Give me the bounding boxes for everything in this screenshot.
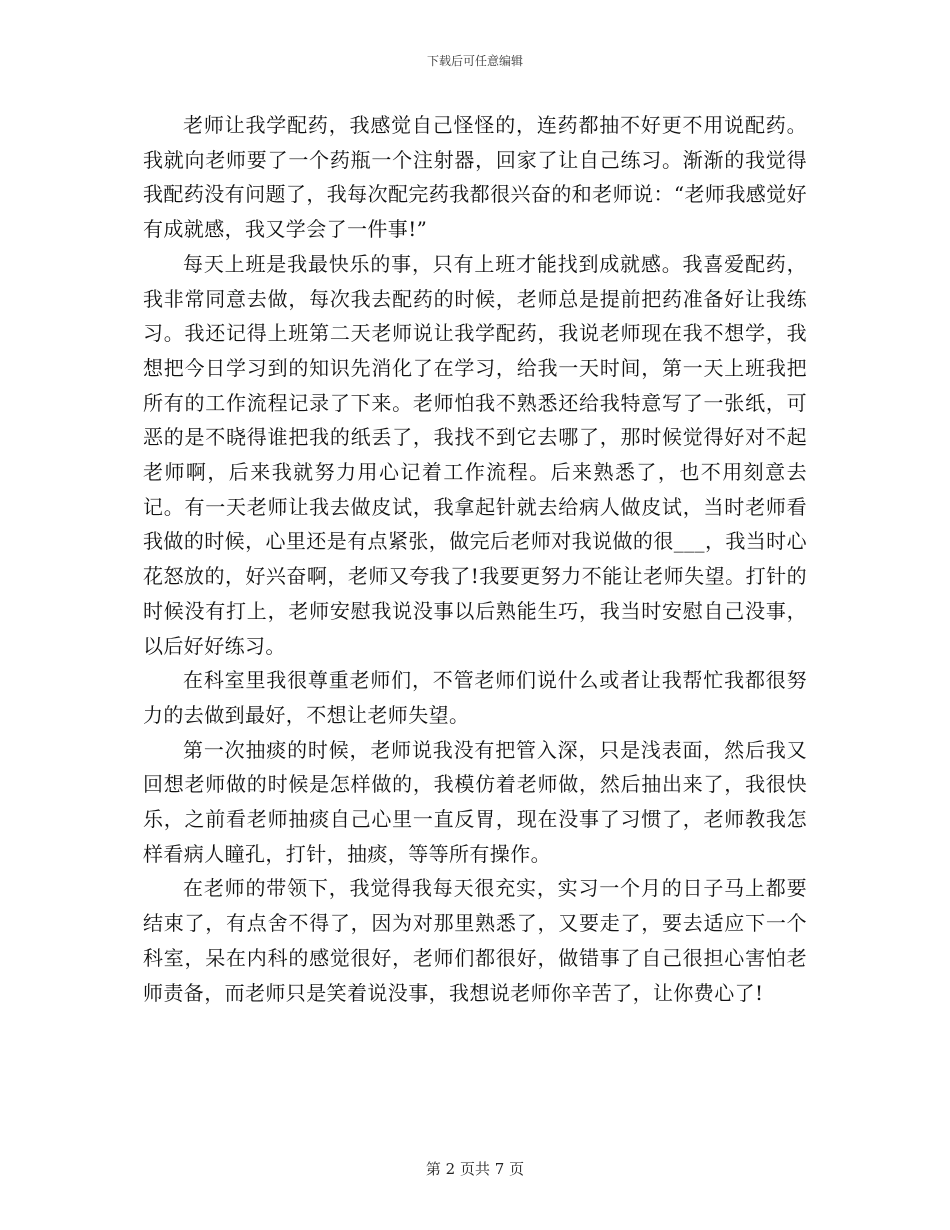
page-number: 第 2 页共 7 页 [425, 1160, 525, 1178]
document-body [143, 108, 807, 1010]
paragraph: 在老师的带领下，我觉得我每天很充实，实习一个月的日子马上都要结束了，有点舍不得了，因为对那里熟悉了，又要走了，要去适应下一个科室，呆在内科的感觉很好，老师们都很好，做错事了自己很担心害怕老师责备，而老师只是笑着说没事，我想说老师你辛苦了，让你费心了! [143, 876, 807, 1005]
paragraph: 老师让我学配药，我感觉自己怪怪的，连药都抽不好更不用说配药。我就向老师要了一个药瓶一个注射器，回家了让自己练习。渐渐的我觉得我配药没有问题了，我每次配完药我都很兴奋的和老师说：“老师我感觉好有成就感，我又学会了一件事!” [143, 113, 807, 242]
paragraph: 第一次抽痰的时候，老师说我没有把管入深，只是浅表面，然后我又回想老师做的时候是怎样做的，我模仿着老师做，然后抽出来了，我很快乐，之前看老师抽痰自己心里一直反胃，现在没事了习惯了，老师教我怎样看病人瞳孔，打针，抽痰，等等所有操作。 [143, 737, 807, 866]
page-header: 下载后可任意编辑 [426, 54, 523, 68]
paragraph: 每天上班是我最快乐的事，只有上班才能找到成就感。我喜爱配药，我非常同意去做，每次我去配药的时候，老师总是提前把药准备好让我练习。我还记得上班第二天老师说让我学配药，我说老师现在我不想学，我想把今日学习到的知识先消化了在学习，给我一天时间，第一天上班我把所有的工作流程记录了下来。老师怕我不熟悉还给我特意写了一张纸，可恶的是不晓得谁把我的纸丢了，我找不到它去哪了，那时候觉得好对不起老师啊，后来我就努力用心记着工作流程。后来熟悉了，也不用刻意去记。有一天老师让我去做皮试，我拿起针就去给病人做皮试，当时老师看我做的时候，心里还是有点紧张，做完后老师对我说做的很___，我当时心花怒放的，好兴奋啊，老师又夸我了!我要更努力不能让老师失望。打针的时候没有打上，老师安慰我说没事以后熟能生巧，我当时安慰自己没事，以后好好练习。 [143, 251, 807, 658]
paragraph: 在科室里我很尊重老师们，不管老师们说什么或者让我帮忙我都很努力的去做到最好，不想让老师失望。 [143, 668, 807, 727]
